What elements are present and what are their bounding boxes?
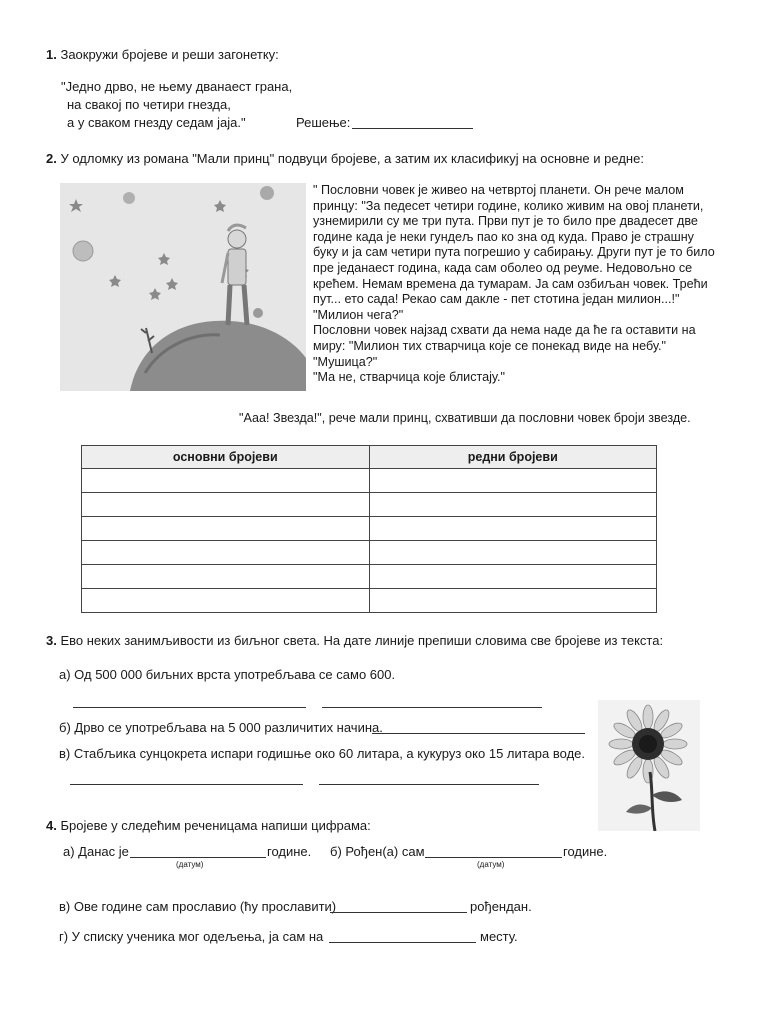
table-row	[82, 493, 657, 517]
passage-line: крећем. Немам времена да тумарам. Ја сам озбиљан човек. Трећи	[313, 276, 708, 291]
solution-label: Решење:	[296, 115, 351, 130]
birthdate-answer-line[interactable]	[425, 857, 562, 858]
passage-line: "Мушица?"	[313, 354, 378, 369]
riddle-line-3: а у сваком гнезду седам јаја."	[67, 115, 246, 130]
answer-line[interactable]	[73, 707, 306, 708]
task4-item-g-suffix: месту.	[480, 929, 518, 944]
task1-instruction	[46, 47, 279, 63]
solution-answer-line[interactable]	[352, 128, 473, 129]
task4-item-g-prefix: г) У списку ученика мог одељења, ја сам на	[59, 929, 324, 944]
ordinal-cell[interactable]	[369, 541, 657, 565]
passage-line: пут... ето сада! Рекао сам дакле - пет стотина један милион...!"	[313, 292, 680, 307]
passage-line: буку и ја сам четири пута погрешио у сабирању. Други пут је то било	[313, 245, 715, 260]
task3-item-a: а) Од 500 000 биљних врста употребљава се само 600.	[59, 667, 396, 682]
answer-line[interactable]	[319, 784, 539, 785]
ordinal-cell[interactable]	[369, 469, 657, 493]
task3-number: 3.	[46, 633, 57, 648]
task2-text: У одломку из романа "Мали принц" подвуци бројеве, а затим их класификуј на основне и редне:	[60, 151, 644, 166]
task1-number: 1.	[46, 47, 57, 62]
passage-line: " Пословни човек је живео на четвртој планети. Он рече малом	[313, 183, 684, 197]
task1-text: Заокружи бројеве и реши загонетку:	[60, 47, 279, 62]
passage-line: "Милион чега?"	[313, 307, 404, 322]
passage-line: пре једанаест година, када сам оболео од реуме. Недовољно се	[313, 260, 693, 275]
cardinal-cell[interactable]	[82, 565, 370, 589]
table-row	[82, 469, 657, 493]
cardinal-cell[interactable]	[82, 517, 370, 541]
birthday-answer-line[interactable]	[330, 912, 467, 913]
task4-instruction	[46, 818, 371, 834]
excerpt-passage	[313, 183, 723, 386]
task4-item-a-suffix: године.	[267, 844, 312, 859]
class-position-answer-line[interactable]	[329, 942, 476, 943]
cardinal-cell[interactable]	[82, 541, 370, 565]
riddle-line-2: на свакој по четири гнезда,	[67, 97, 231, 112]
task4-number: 4.	[46, 818, 57, 833]
answer-line[interactable]	[372, 733, 585, 734]
ordinal-cell[interactable]	[369, 493, 657, 517]
passage-line: "Ма не, стварчица које блистају."	[313, 370, 505, 385]
cardinal-cell[interactable]	[82, 469, 370, 493]
task4-text: Бројеве у следећим реченицама напиши цифрама:	[60, 818, 371, 833]
task4-item-v-prefix: в) Ове године сам прославио (ћу прославити)	[59, 899, 337, 914]
little-prince-illustration	[60, 183, 306, 391]
task3-instruction	[46, 633, 663, 649]
passage-line: узнемирили су ме три пута. Први пут је то било пре двадесет две	[313, 214, 698, 229]
classification-table	[81, 445, 657, 613]
passage-line: миру: "Милион тих стварчица које се понекад виде на небу."	[313, 338, 666, 353]
task3-item-b: б) Дрво се употребљава на 5 000 различитих начина.	[59, 720, 383, 735]
passage-last-line: "Ааа! Звезда!", рече мали принц, схвативши да пословни човек броји звезде.	[239, 411, 691, 425]
cardinal-cell[interactable]	[82, 493, 370, 517]
passage-line: Пословни човек најзад схвати да нема наде да ће га оставити на	[313, 323, 696, 338]
date-answer-line[interactable]	[130, 857, 266, 858]
task2-instruction	[46, 151, 644, 167]
date-hint: (датум)	[176, 860, 204, 869]
ordinal-cell[interactable]	[369, 589, 657, 613]
table-row	[82, 565, 657, 589]
task4-item-a-prefix: а) Данас је	[63, 844, 129, 859]
task4-item-v-suffix: рођендан.	[470, 899, 532, 914]
passage-line: године када је неки гундељ пао ко зна од куда. Право је страшну	[313, 229, 694, 244]
task4-item-b-suffix: године.	[563, 844, 608, 859]
sunflower-image	[598, 700, 700, 831]
table-row	[82, 517, 657, 541]
task3-text: Ево неких занимљивости из биљног света. На дате линије препиши словима све бројеве из текста:	[60, 633, 664, 648]
task4-item-b-prefix: б) Рођен(а) сам	[330, 844, 425, 859]
passage-line: принцу: "За педесет четири године, колико живим на овој планети,	[313, 198, 704, 213]
answer-line[interactable]	[70, 784, 303, 785]
task2-number: 2.	[46, 151, 57, 166]
date-hint: (датум)	[477, 860, 505, 869]
table-row	[82, 589, 657, 613]
ordinal-cell[interactable]	[369, 565, 657, 589]
ordinal-cell[interactable]	[369, 517, 657, 541]
header-ordinal-numbers: редни бројеви	[369, 446, 657, 469]
riddle-line-1: "Једно дрво, не њему дванаест грана,	[61, 79, 293, 94]
answer-line[interactable]	[322, 707, 542, 708]
cardinal-cell[interactable]	[82, 589, 370, 613]
header-cardinal-numbers: основни бројеви	[82, 446, 370, 469]
table-row	[82, 541, 657, 565]
task3-item-v: в) Стабљика сунцокрета испари годишње око 60 литара, а кукуруз око 15 литара воде.	[59, 746, 585, 761]
